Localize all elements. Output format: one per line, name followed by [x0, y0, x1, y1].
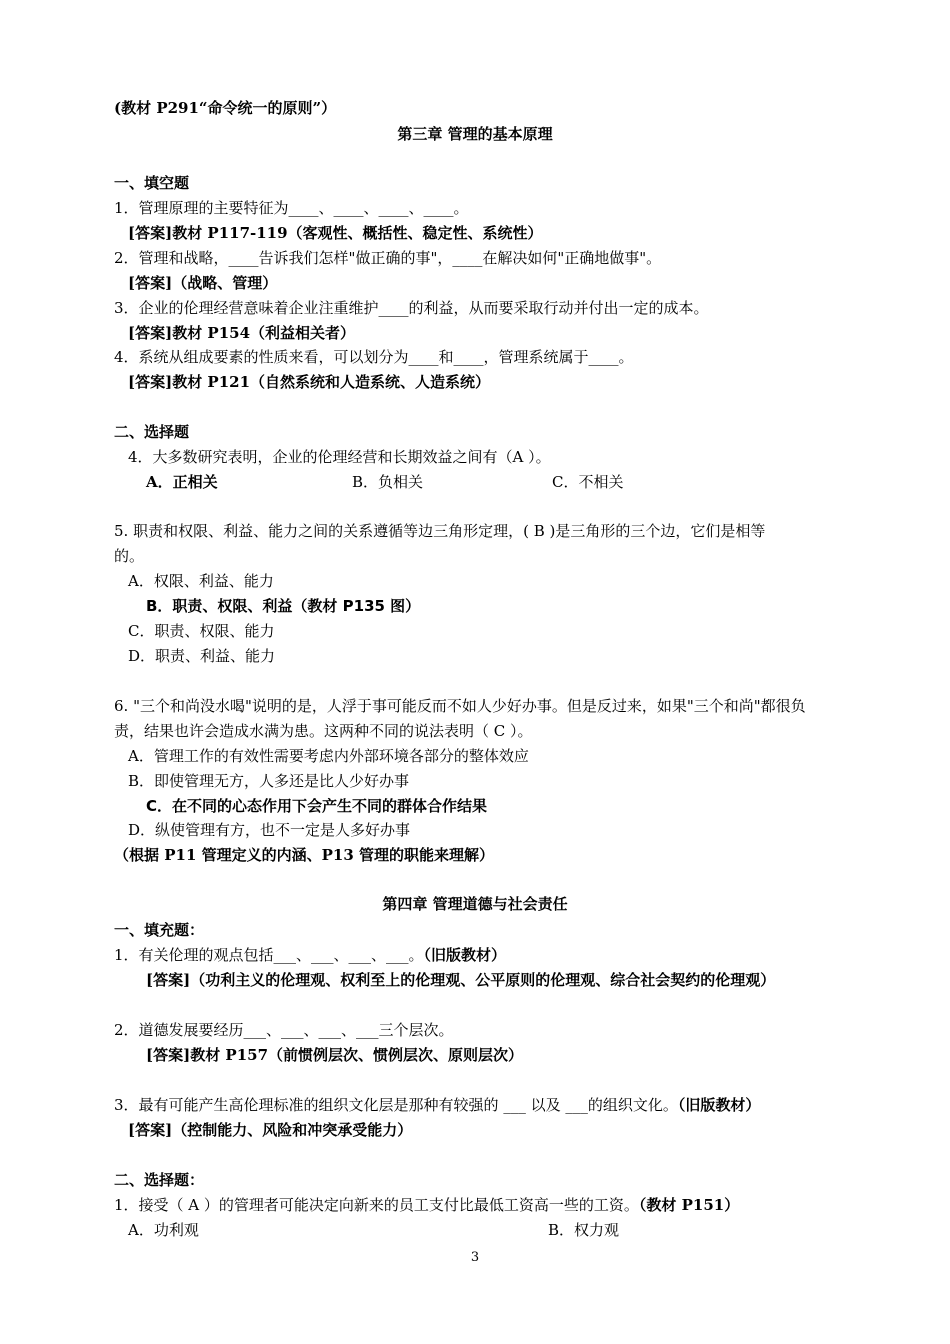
ch3-choice-question-5-line-1: 5. 职责和权限、利益、能力之间的关系遵循等边三角形定理，( B )是三角形的三个边，它们是相等	[114, 522, 766, 540]
ch3-question-1: 1．管理原理的主要特征为____、____、____、____。	[114, 199, 469, 217]
ch3-choice-question-5-line-2: 的。	[114, 547, 145, 565]
ch4-choice-question-1	[114, 1195, 739, 1215]
ch3-question-4: 4．系统从组成要素的性质来看，可以划分为____和____，管理系统属于____。	[114, 348, 634, 366]
ch3-question-2: 2．管理和战略，____告诉我们怎样"做正确的事"，____在解决如何"正确地做事"。	[114, 249, 662, 267]
ch3-choice-question-6-line-1: 6. "三个和尚没水喝"说明的是，人浮于事可能反而不如人少好办事。但是反过来，如果"三个和尚"都很负	[114, 697, 806, 715]
ch4-question-2: 2．道德发展要经历___、___、___、___三个层次。	[114, 1021, 454, 1039]
q4-option-b: B．负相关	[352, 473, 424, 491]
ch3-choice-question-4: 4．大多数研究表明，企业的伦理经营和长期效益之间有（A ）。	[128, 448, 551, 466]
ch4-question-3-text: 3．最有可能产生高伦理标准的组织文化层是那种有较强的 ___ 以及 ___的组织文化。	[114, 1096, 678, 1114]
q6-reference-note: （根据 P11 管理定义的内涵、P13 管理的职能来理解）	[114, 846, 494, 864]
ch4-answer-3: [答案]（控制能力、风险和冲突承受能力）	[128, 1121, 413, 1139]
ch4-choice-question-1-text: 1．接受（ A ）的管理者可能决定向新来的员工支付比最低工资高一些的工资。	[114, 1196, 639, 1214]
ch3-choice-question-6-line-2: 责，结果也许会造成水满为患。这两种不同的说法表明（ C ）。	[114, 722, 533, 740]
q4-option-a: A．正相关	[146, 473, 218, 491]
ch3-answer-4: [答案]教材 P121（自然系统和人造系统、人造系统）	[128, 373, 491, 391]
ch4-section-1-heading: 一、填充题：	[114, 921, 205, 939]
q6-option-d: D．纵使管理有方，也不一定是人多好办事	[128, 821, 411, 839]
ch4-q1-option-a: A．功利观	[128, 1221, 199, 1239]
ch4-answer-1: [答案]（功利主义的伦理观、权利至上的伦理观、公平原则的伦理观、综合社会契约的伦理观）	[146, 971, 776, 989]
q5-option-a: A．权限、利益、能力	[128, 572, 274, 590]
q6-option-a: A．管理工作的有效性需要考虑内外部环境各部分的整体效应	[128, 747, 529, 765]
ch3-answer-1: [答案]教材 P117-119（客观性、概括性、稳定性、系统性）	[128, 224, 543, 242]
ch3-question-3: 3．企业的伦理经营意味着企业注重维护____的利益，从而要采取行动并付出一定的成本。	[114, 299, 709, 317]
ch4-answer-2: [答案]教材 P157（前惯例层次、惯例层次、原则层次）	[146, 1046, 524, 1064]
ch3-answer-2: [答案]（战略、管理）	[128, 274, 278, 292]
chapter-4-title: 第四章 管理道德与社会责任	[382, 895, 568, 913]
page-number: 3	[470, 1250, 480, 1265]
chapter-3-title: 第三章 管理的基本原理	[397, 125, 553, 143]
q4-option-c: C．不相关	[552, 473, 624, 491]
q5-option-d: D．职责、利益、能力	[128, 647, 276, 665]
q5-option-b: B．职责、权限、利益（教材 P135 图）	[146, 597, 421, 615]
top-reference: (教材 P291“命令统一的原则”）	[114, 99, 337, 117]
ch4-choice-question-1-note: （教材 P151）	[638, 1196, 740, 1214]
ch4-question-1-note: （旧版教材）	[423, 946, 507, 964]
q6-option-b: B．即使管理无方，人多还是比人少好办事	[128, 772, 410, 790]
ch4-q1-option-b: B．权力观	[548, 1221, 620, 1239]
ch4-question-3-note: （旧版教材）	[677, 1096, 761, 1114]
ch3-section-1-heading: 一、填空题	[114, 174, 190, 192]
ch4-question-3	[114, 1095, 760, 1115]
ch3-answer-3: [答案]教材 P154（利益相关者）	[128, 324, 356, 342]
ch3-section-2-heading: 二、选择题	[114, 423, 190, 441]
q5-option-c: C．职责、权限、能力	[128, 622, 275, 640]
ch4-question-1	[114, 945, 506, 965]
q6-option-c: C．在不同的心态作用下会产生不同的群体合作结果	[146, 797, 488, 815]
ch4-section-2-heading: 二、选择题：	[114, 1171, 205, 1189]
ch4-question-1-text: 1．有关伦理的观点包括___、___、___、___。	[114, 946, 424, 964]
